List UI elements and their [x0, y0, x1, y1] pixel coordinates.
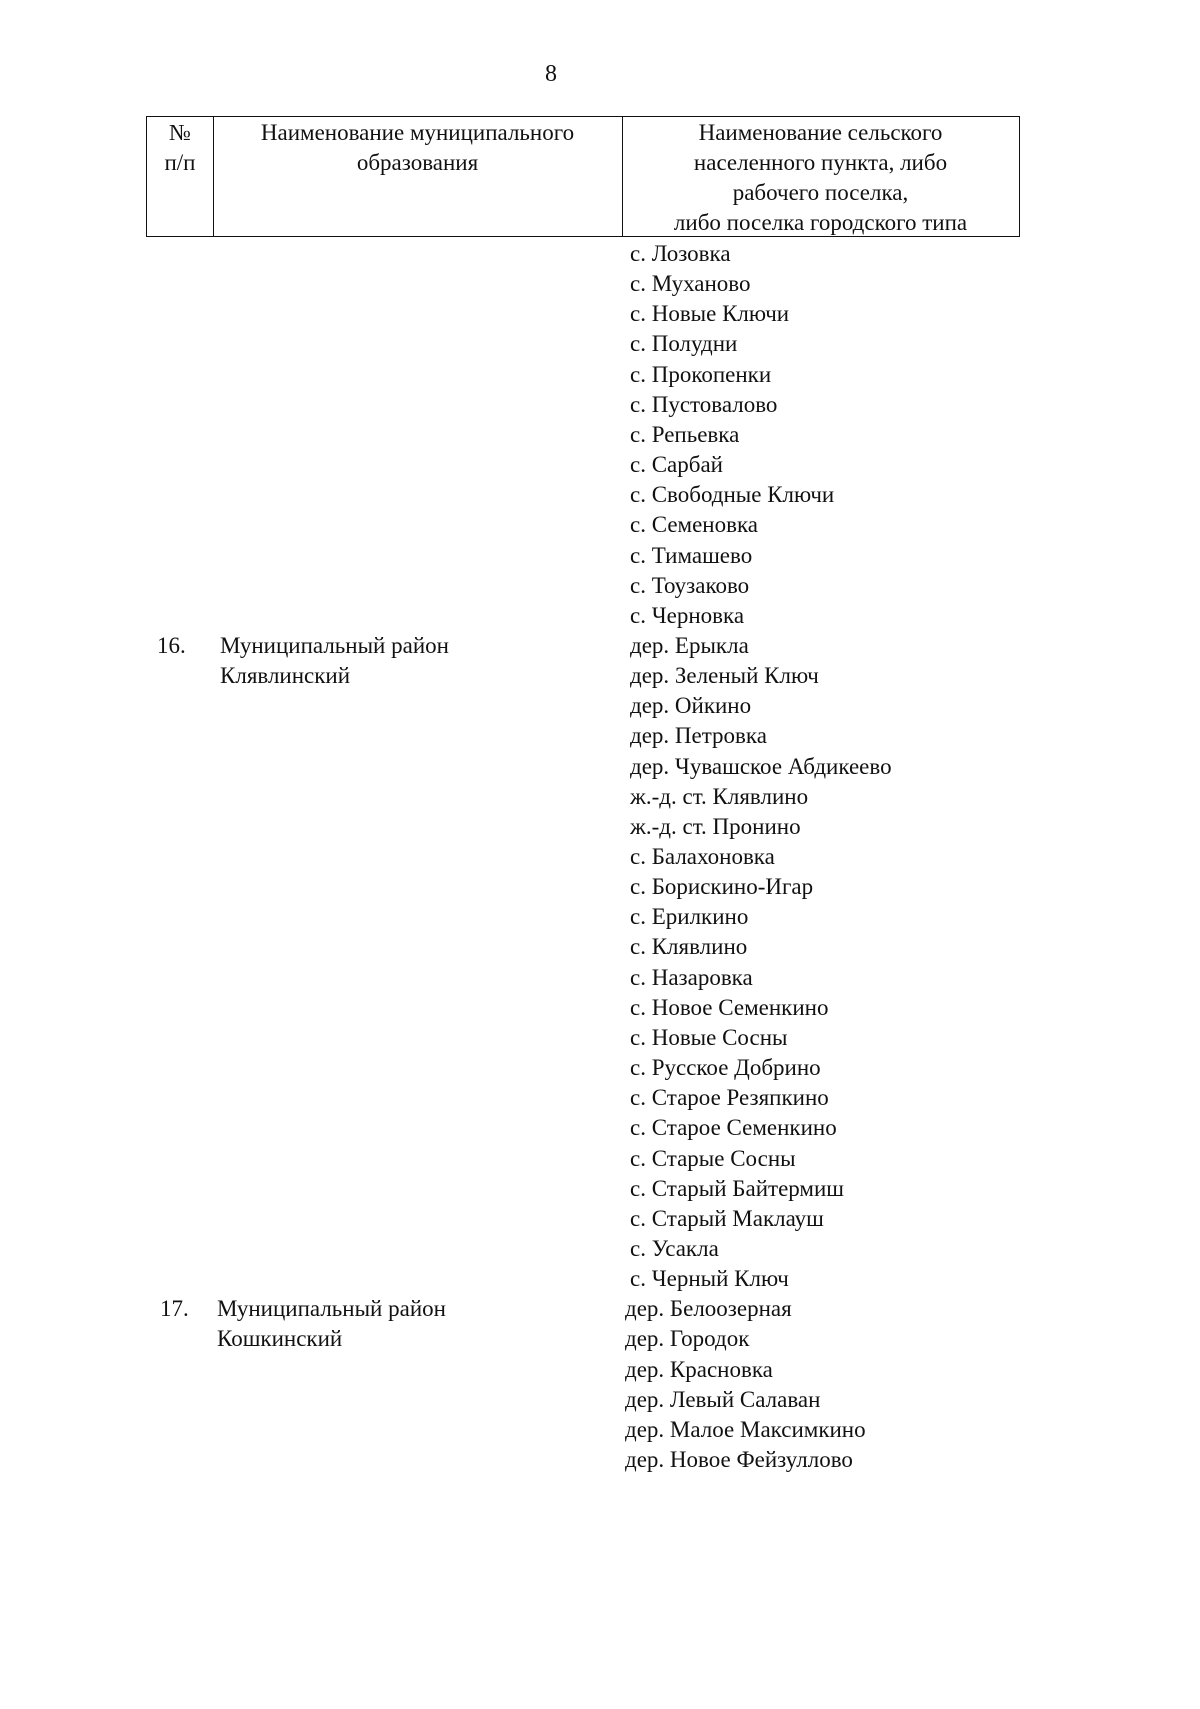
settlement-name: с. Русское Добрино: [630, 1055, 821, 1081]
table-row: [0, 1415, 1102, 1445]
settlement-name: дер. Зеленый Ключ: [630, 663, 819, 689]
row-number: 16.: [157, 632, 186, 658]
table-row: [0, 872, 1102, 902]
municipality-name: Муниципальный район: [217, 1296, 446, 1322]
table-row: [0, 782, 1102, 812]
municipality-name: Муниципальный район: [220, 632, 449, 658]
header-text: №: [169, 120, 191, 145]
header-text: рабочего поселка,: [732, 180, 909, 205]
table-row: [0, 1234, 1102, 1264]
settlement-name: с. Репьевка: [630, 421, 740, 447]
table-row: [0, 1023, 1102, 1053]
table-row: [0, 1144, 1102, 1174]
settlement-name: с. Старые Сосны: [630, 1145, 796, 1171]
table-row: [0, 1294, 1102, 1324]
settlement-name: с. Семеновка: [630, 512, 759, 538]
table-row: [0, 390, 1102, 420]
table-row: [0, 721, 1102, 751]
table-row: [0, 963, 1102, 993]
page-number: 8: [545, 61, 557, 87]
settlement-name: дер. Ерыкла: [630, 632, 749, 658]
settlement-name: с. Прокопенки: [630, 361, 772, 387]
table-row: [0, 1053, 1102, 1083]
table-row: [0, 631, 1102, 661]
settlement-name: с. Старый Маклауш: [630, 1205, 824, 1231]
settlement-name: с. Старое Семенкино: [630, 1115, 837, 1141]
settlement-name: с. Назаровка: [630, 964, 753, 990]
table-row: [0, 1385, 1102, 1415]
table-row: [0, 541, 1102, 571]
table-header: [146, 116, 1020, 237]
table-row: [0, 239, 1102, 269]
header-settlement-column: [622, 117, 1019, 236]
settlement-name: с. Старое Резяпкино: [630, 1085, 829, 1111]
table-row: [0, 691, 1102, 721]
table-row: [0, 571, 1102, 601]
settlement-name: дер. Новое Фейзуллово: [625, 1447, 853, 1472]
table-row: [0, 1113, 1102, 1143]
header-number-column: [147, 117, 214, 236]
settlement-name: дер. Левый Салаван: [625, 1386, 821, 1412]
settlement-name: ж.-д. ст. Пронино: [630, 813, 801, 839]
settlement-name: с. Тимашево: [630, 542, 753, 568]
table-row: [0, 360, 1102, 390]
table-row: [0, 450, 1102, 480]
settlement-name: с. Новые Сосны: [630, 1024, 788, 1050]
settlement-name: с. Старый Байтермиш: [630, 1175, 845, 1201]
settlement-name: с. Полудни: [630, 331, 738, 357]
settlement-name: с. Черновка: [630, 602, 745, 628]
settlement-name: с. Свободные Ключи: [630, 482, 835, 508]
table-row: [0, 902, 1102, 932]
settlement-name: с. Клявлино: [630, 934, 748, 960]
header-text: населенного пункта, либо: [693, 150, 948, 175]
table-row: [0, 1083, 1102, 1113]
settlement-name: дер. Красновка: [625, 1356, 773, 1382]
table-row: [0, 601, 1102, 631]
table-row: [0, 1174, 1102, 1204]
settlement-name: с. Сарбай: [630, 452, 723, 478]
table-row: [0, 1264, 1102, 1294]
settlement-name: с. Усакла: [630, 1235, 719, 1261]
header-text: образования: [356, 150, 479, 175]
table-row: [0, 1445, 1102, 1475]
settlement-name: с. Муханово: [630, 271, 751, 297]
table-row: [0, 420, 1102, 450]
settlement-name: с. Борискино-Игар: [630, 874, 814, 900]
settlement-name: с. Балахоновка: [630, 844, 775, 869]
table-row: [0, 480, 1102, 510]
table-row: [0, 269, 1102, 299]
municipality-name: Кошкинский: [217, 1326, 343, 1352]
header-text: Наименование муниципального: [260, 120, 575, 145]
settlement-name: с. Лозовка: [630, 241, 731, 266]
settlement-name: дер. Чувашское Абдикеево: [630, 753, 892, 779]
table-row: [0, 932, 1102, 962]
table-row: [0, 993, 1102, 1023]
row-number: 17.: [160, 1296, 189, 1322]
table-row: [0, 299, 1102, 329]
table-row: [0, 661, 1102, 691]
settlement-name: с. Черный Ключ: [630, 1266, 789, 1292]
settlement-name: с. Пустовалово: [630, 391, 778, 417]
settlement-name: с. Новое Семенкино: [630, 994, 829, 1020]
table-row: [0, 752, 1102, 782]
table-row: [0, 812, 1102, 842]
table-row: [0, 842, 1102, 872]
table-row: [0, 510, 1102, 540]
header-text: п/п: [164, 150, 196, 175]
table-row: [0, 1355, 1102, 1385]
settlement-name: ж.-д. ст. Клявлино: [630, 783, 809, 809]
settlement-name: дер. Малое Максимкино: [625, 1416, 866, 1442]
settlement-name: с. Тоузаково: [630, 572, 750, 598]
settlement-name: дер. Городок: [625, 1326, 750, 1352]
table-row: [0, 329, 1102, 359]
settlement-name: дер. Ойкино: [630, 693, 752, 719]
header-municipality-column: [213, 117, 623, 236]
settlement-name: с. Ерилкино: [630, 904, 749, 930]
settlement-name: дер. Петровка: [630, 723, 767, 749]
settlement-name: дер. Белоозерная: [625, 1296, 792, 1322]
settlement-name: с. Новые Ключи: [630, 301, 790, 327]
header-text: Наименование сельского: [698, 120, 943, 145]
municipality-name: Клявлинский: [220, 663, 351, 689]
header-text: либо поселка городского типа: [673, 210, 968, 235]
table-row: [0, 1204, 1102, 1234]
table-row: [0, 1324, 1102, 1354]
